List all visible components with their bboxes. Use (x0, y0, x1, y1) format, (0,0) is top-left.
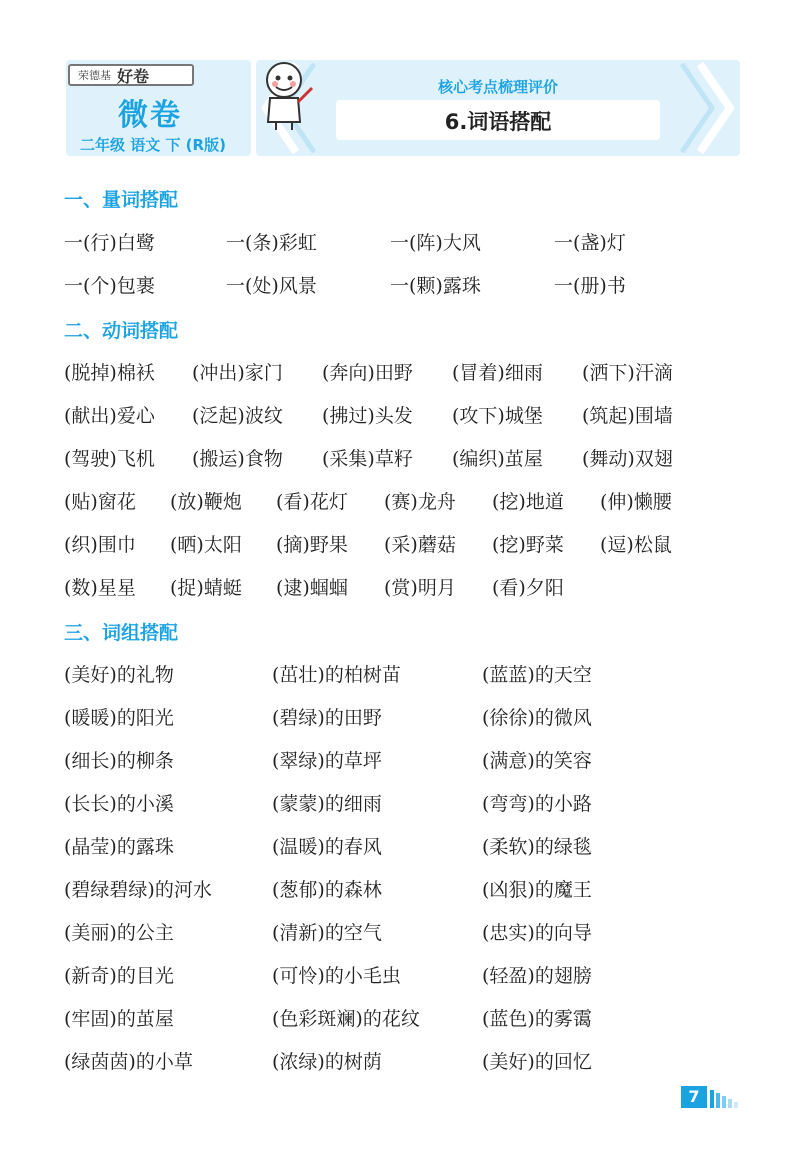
phrase: (逮)蝈蝈 (276, 577, 348, 599)
phrase: (蓝蓝)的天空 (482, 664, 592, 686)
phrase: (茁壮)的柏树苗 (272, 664, 401, 686)
phrase: 一(盏)灯 (554, 232, 626, 254)
phrase: (放)鞭炮 (170, 491, 242, 513)
phrase: (洒下)汗滴 (582, 362, 673, 384)
phrase: (美丽)的公主 (64, 922, 174, 944)
phrase: (细长)的柳条 (64, 750, 174, 772)
phrase: (浓绿)的树荫 (272, 1051, 382, 1073)
phrase: 一(阵)大风 (390, 232, 481, 254)
phrase: (挖)野菜 (492, 534, 564, 556)
phrase: (编织)茧屋 (452, 448, 543, 470)
publisher-logo (68, 64, 194, 86)
phrase: (蒙蒙)的细雨 (272, 793, 382, 815)
phrase: (挖)地道 (492, 491, 564, 513)
phrase: (美好)的礼物 (64, 664, 174, 686)
phrase: (清新)的空气 (272, 922, 382, 944)
phrase: (柔软)的绿毯 (482, 836, 592, 858)
phrase: (牢固)的茧屋 (64, 1008, 174, 1030)
phrase: (色彩斑斓)的花纹 (272, 1008, 420, 1030)
phrase: (冲出)家门 (192, 362, 283, 384)
phrase: 一(处)风景 (226, 275, 317, 297)
phrase: (筑起)围墙 (582, 405, 673, 427)
mascot-icon (256, 60, 316, 132)
phrase: 一(行)白鹭 (64, 232, 155, 254)
phrase: (奔向)田野 (322, 362, 413, 384)
phrase: (满意)的笑容 (482, 750, 592, 772)
phrase: (拂过)头发 (322, 405, 413, 427)
phrase: (徐徐)的微风 (482, 707, 592, 729)
phrase: (新奇)的目光 (64, 965, 174, 987)
phrase: (舞动)双翅 (582, 448, 673, 470)
grade-label: 二年级 语文 下 (R版) (80, 136, 226, 154)
page-number: 7 (681, 1086, 707, 1108)
phrase: (驾驶)飞机 (64, 448, 155, 470)
phrase: (赏)明月 (384, 577, 456, 599)
logo-text: 荣德基 (78, 69, 111, 82)
phrase: 一(条)彩虹 (226, 232, 317, 254)
phrase: 一(册)书 (554, 275, 626, 297)
lesson-banner (256, 60, 740, 156)
phrase: (葱郁)的森林 (272, 879, 382, 901)
phrase: (暖暖)的阳光 (64, 707, 174, 729)
phrase: (温暖)的春风 (272, 836, 382, 858)
section-title-verbs: 二、动词搭配 (64, 320, 179, 342)
phrase: (伸)懒腰 (600, 491, 672, 513)
phrase: (碧绿)的田野 (272, 707, 382, 729)
phrase: (晒)太阳 (170, 534, 242, 556)
phrase: (忠实)的向导 (482, 922, 592, 944)
phrase: (看)花灯 (276, 491, 348, 513)
logo-big-text: 好卷 (117, 66, 150, 86)
section-title-measure-words: 一、量词搭配 (64, 189, 179, 211)
phrase: (逗)松鼠 (600, 534, 672, 556)
phrase: (摘)野果 (276, 534, 348, 556)
phrase: (搬运)食物 (192, 448, 283, 470)
section-title-phrases: 三、词组搭配 (64, 622, 179, 644)
phrase: (弯弯)的小路 (482, 793, 592, 815)
phrase: (可怜)的小毛虫 (272, 965, 401, 987)
phrase: (冒着)细雨 (452, 362, 543, 384)
phrase: (采)蘑菇 (384, 534, 456, 556)
phrase: 一(个)包裹 (64, 275, 155, 297)
phrase: (长长)的小溪 (64, 793, 174, 815)
phrase: (绿茵茵)的小草 (64, 1051, 193, 1073)
page-header (60, 58, 740, 158)
phrase: (数)星星 (64, 577, 136, 599)
phrase: (泛起)波纹 (192, 405, 283, 427)
phrase: (碧绿碧绿)的河水 (64, 879, 212, 901)
phrase: (看)夕阳 (492, 577, 564, 599)
brand-title: 微卷 (118, 98, 182, 133)
phrase: (献出)爱心 (64, 405, 155, 427)
phrase: (采集)草籽 (322, 448, 413, 470)
lesson-title: 6.词语搭配 (444, 110, 552, 134)
banner-kicker: 核心考点梳理评价 (437, 78, 558, 96)
phrase: (美好)的回忆 (482, 1051, 592, 1073)
brand-box (66, 60, 251, 156)
phrase: (轻盈)的翅膀 (482, 965, 592, 987)
phrase: (捉)蜻蜓 (170, 577, 242, 599)
phrase: (翠绿)的草坪 (272, 750, 382, 772)
phrase: (攻下)城堡 (452, 405, 543, 427)
phrase: (凶狠)的魔王 (482, 879, 592, 901)
phrase: (脱掉)棉袄 (64, 362, 155, 384)
phrase: 一(颗)露珠 (390, 275, 481, 297)
phrase: (赛)龙舟 (384, 491, 456, 513)
phrase: (蓝色)的雾霭 (482, 1008, 592, 1030)
phrase: (织)围巾 (64, 534, 136, 556)
bars-decoration-icon (710, 1090, 744, 1108)
phrase: (晶莹)的露珠 (64, 836, 174, 858)
phrase: (贴)窗花 (64, 491, 136, 513)
